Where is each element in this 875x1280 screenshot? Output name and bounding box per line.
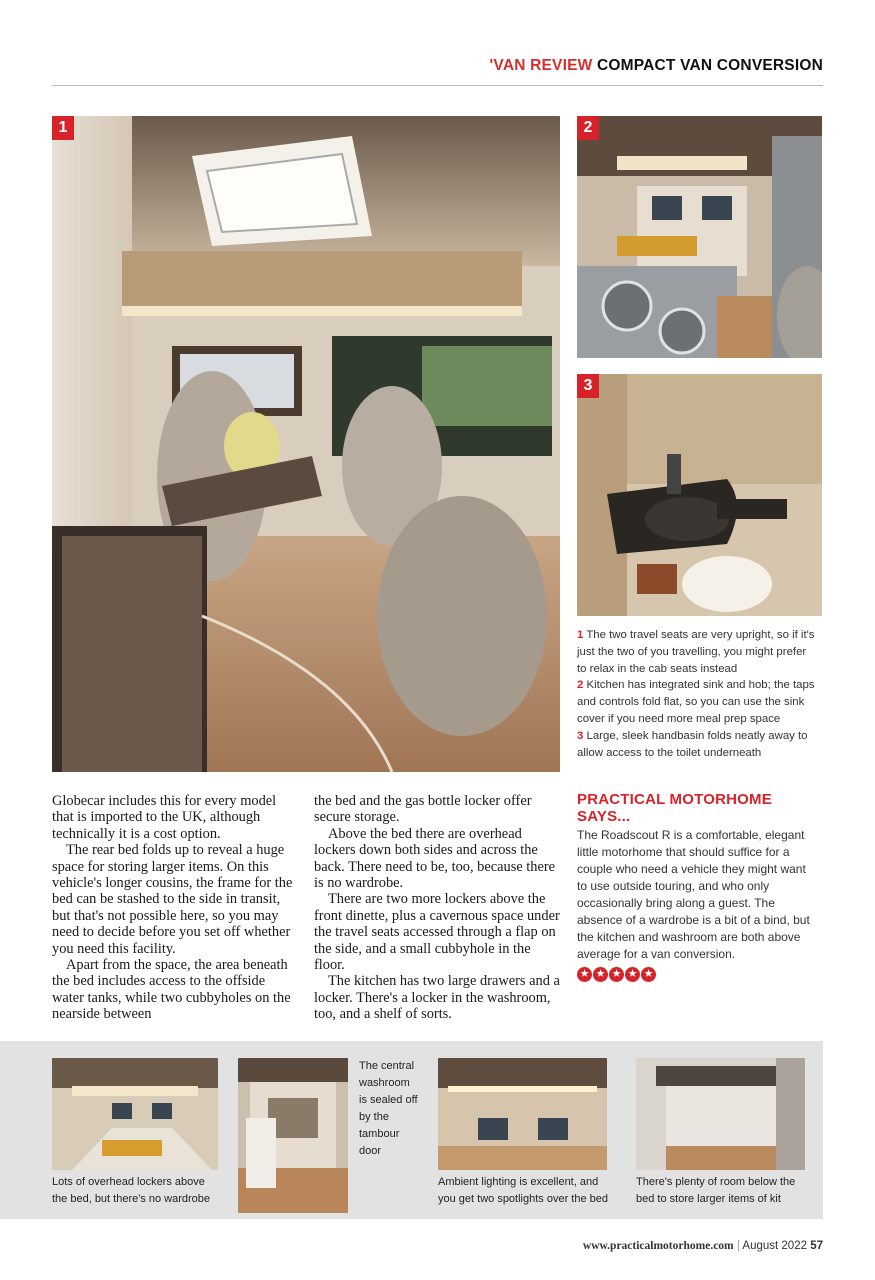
thumb-photo-1 [52, 1058, 218, 1170]
footer-url: www.practicalmotorhome.com [582, 1240, 734, 1252]
body-column-2 [314, 793, 560, 1023]
thumb-photo-2 [238, 1058, 348, 1213]
caption-1: 1 The two travel seats are very upright, so if it's just the two of you travelling, you might prefer to relax in the cab seats instead [577, 629, 815, 675]
ambient-lighting-illustration [438, 1058, 607, 1170]
paragraph: The kitchen has two large drawers and a locker. There's a locker in the washroom, too, and a shelf of sorts. [314, 973, 560, 1023]
paragraph: the bed and the gas bottle locker offer secure storage. [314, 793, 532, 826]
thumb-caption-2: The central washroom is sealed off by the tambour door [359, 1060, 418, 1157]
star-icon: ★ [577, 967, 592, 982]
thumb-photo-4 [636, 1058, 805, 1170]
kitchen-photo [577, 116, 822, 358]
verdict-heading: PRACTICAL MOTORHOME SAYS... [577, 791, 772, 825]
star-icon: ★ [609, 967, 624, 982]
washroom-illustration [577, 374, 822, 616]
header-rule [52, 85, 823, 86]
washroom-photo [577, 374, 822, 616]
star-icon: ★ [593, 967, 608, 982]
motorhome-interior-illustration [52, 116, 560, 772]
rating-stars [577, 967, 817, 982]
paragraph: There are two more lockers above the front dinette, plus a cavernous space under the travel seats accessed through a flap on the side, and a small cubbyhole in the floor. [314, 891, 560, 974]
page-number: 57 [810, 1240, 823, 1252]
star-icon: ★ [641, 967, 656, 982]
caption-2: 2 Kitchen has integrated sink and hob; the taps and controls fold flat, so you can use the sink cover if you need more meal prep space [577, 679, 815, 725]
section-header [490, 57, 823, 75]
main-photo [52, 116, 560, 772]
paragraph: Apart from the space, the area beneath the bed includes access to the offside water tanks, while two cubbyholes on the nearside between [52, 957, 291, 1023]
kitchen-illustration [577, 116, 822, 358]
paragraph: Above the bed there are overhead lockers down both sides and across the back. There need to be, too, because there is no wardrobe. [314, 825, 556, 892]
paragraph: Globecar includes this for every model that is imported to the UK, although technically it is a cost option. [52, 793, 277, 842]
photo-captions [577, 627, 817, 761]
washroom-door-illustration [238, 1058, 348, 1213]
star-icon: ★ [625, 967, 640, 982]
body-column-1 [52, 793, 299, 1023]
paragraph: The rear bed folds up to reveal a huge space for storing larger items. On this vehicle's longer cousins, the frame for the bed can be stashed to the side in transit, but that's not possible here, so you may need to decide before you set off whether you need this facility. [52, 842, 293, 957]
thumb-photo-3 [438, 1058, 607, 1170]
bed-lockers-illustration [52, 1058, 218, 1170]
footer-date: August 2022 [742, 1240, 807, 1252]
thumb-caption-1: Lots of overhead lockers above the bed, but there's no wardrobe [52, 1176, 211, 1205]
under-bed-storage-illustration [636, 1058, 805, 1170]
thumb-caption-4: There's plenty of room below the bed to store larger items of kit [636, 1176, 796, 1205]
photo-number-3: 3 [577, 374, 599, 398]
verdict-box [577, 791, 817, 982]
photo-number-2: 2 [577, 116, 599, 140]
verdict-text: The Roadscout R is a comfortable, elegant little motorhome that should suffice for a couple who need a vehicle they might want to use outside touring, and who only occasionally bring along a guest. The absence of a wardrobe is a bit of a bind, but the kitchen and washroom are both above average for a van conversion. [577, 828, 810, 961]
photo-number-1: 1 [52, 116, 74, 140]
page-footer: www.practicalmotorhome.com | August 2022 57 [582, 1240, 823, 1252]
section-label: 'VAN REVIEW [489, 57, 593, 74]
caption-3: 3 Large, sleek handbasin folds neatly away to allow access to the toilet underneath [577, 729, 808, 759]
section-title: COMPACT VAN CONVERSION [596, 57, 823, 74]
thumb-caption-3: Ambient lighting is excellent, and you get two spotlights over the bed [438, 1176, 608, 1205]
